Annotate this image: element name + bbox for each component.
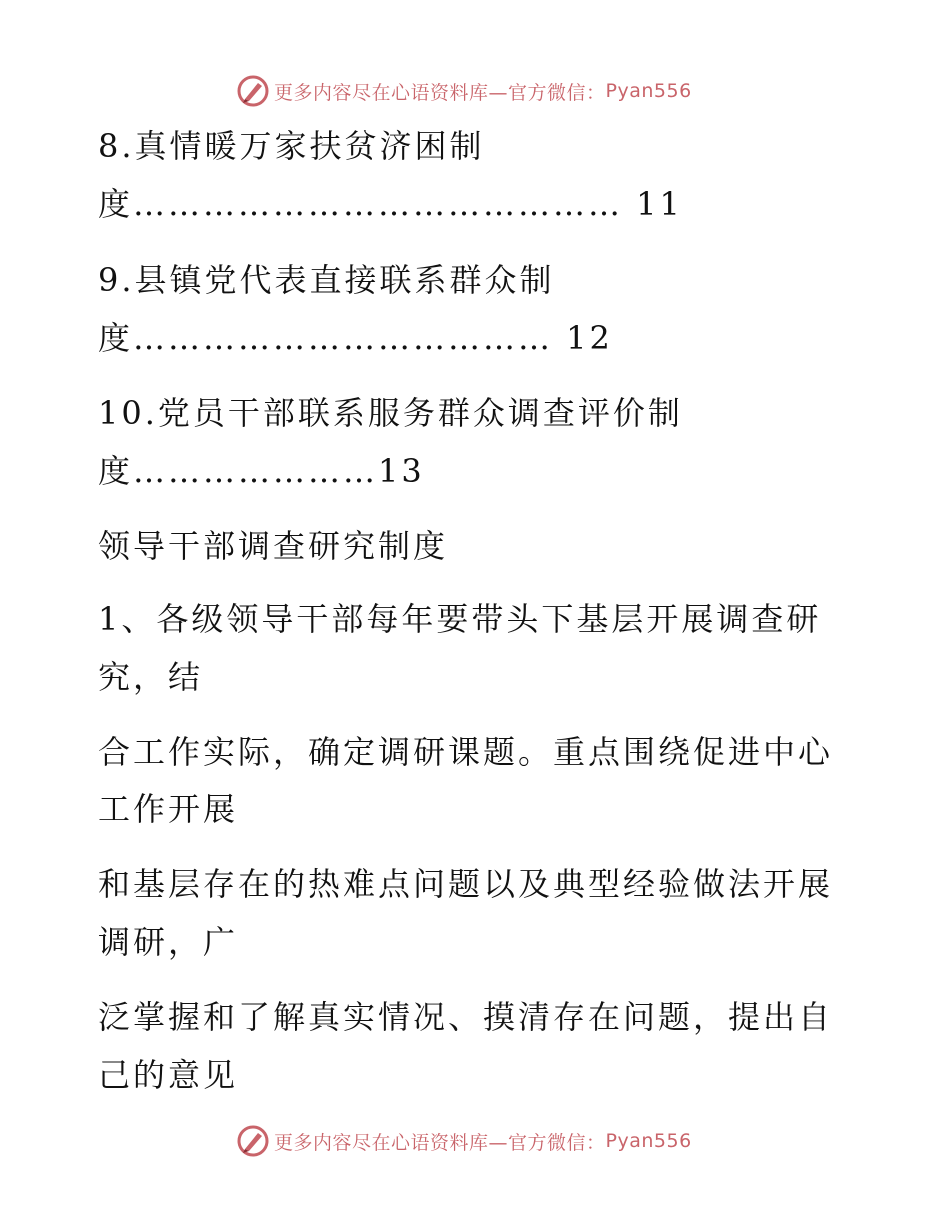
- paragraph-line: 泛掌握和了解真实情况、摸清存在问题，提出自: [98, 998, 834, 1036]
- watermark-text: 更多内容尽在心语资料库—官方微信：: [274, 81, 606, 104]
- paragraph-line: 和基层存在的热难点问题以及典型经验做法开展: [98, 865, 834, 903]
- watermark-footer: [236, 1124, 692, 1158]
- paragraph-line: 究，结: [98, 658, 204, 696]
- paragraph-line: 1、各级领导干部每年要带头下基层开展调查研: [98, 600, 822, 638]
- toc-entry-10-page: 度…………………13: [98, 452, 425, 490]
- watermark-handle: Pyan556: [605, 1130, 692, 1152]
- paragraph-line: 己的意见: [98, 1056, 239, 1094]
- paragraph-line: 合工作实际，确定调研课题。重点围绕促进中心: [98, 733, 834, 771]
- toc-entry-9-page: 度……………………………… 12: [98, 319, 613, 357]
- toc-entry-9-title: 9.县镇党代表直接联系群众制: [98, 261, 555, 299]
- watermark-text: 更多内容尽在心语资料库—官方微信：: [274, 1131, 606, 1154]
- watermark-handle: Pyan556: [605, 80, 692, 102]
- paragraph-line: 调研，广: [98, 923, 239, 961]
- paragraph-line: 工作开展: [98, 790, 239, 828]
- pen-logo-icon: [236, 1124, 270, 1158]
- section-heading: 领导干部调查研究制度: [98, 527, 449, 565]
- toc-entry-10-title: 10.党员干部联系服务群众调查评价制: [98, 394, 683, 432]
- toc-entry-8-page: 度…………………………………… 11: [98, 185, 683, 223]
- toc-entry-8-title: 8.真情暖万家扶贫济困制: [98, 127, 485, 165]
